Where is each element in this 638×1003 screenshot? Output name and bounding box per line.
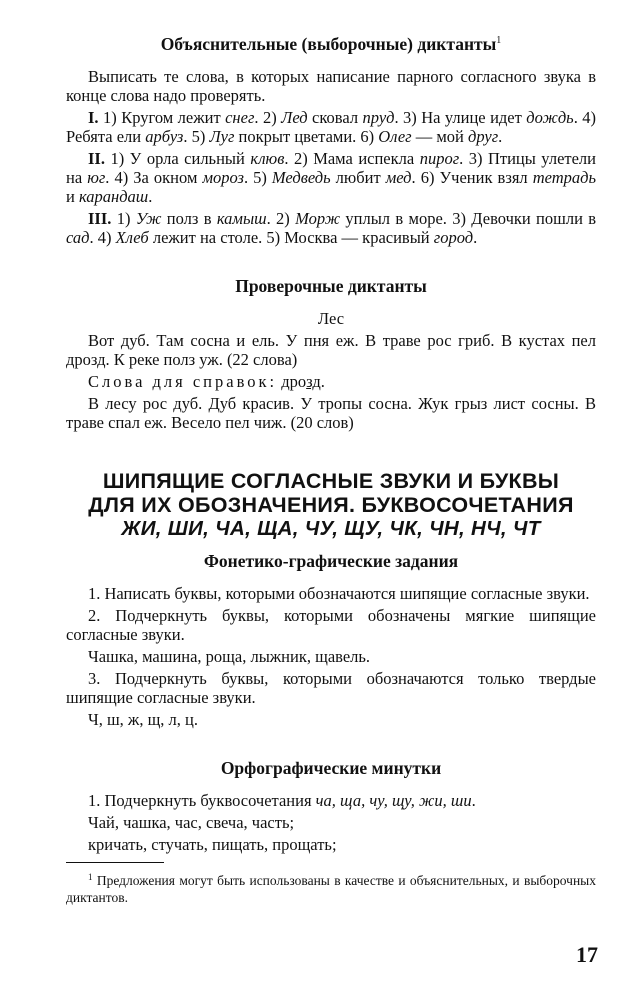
dictation-text-2: В лесу рос дуб. Дуб красив. У тропы сосна. Жук грыз лист сосны. В траве спал еж. Весело пел чиж. (20 слов) bbox=[66, 394, 596, 432]
chapter-heading-line3: ЖИ, ШИ, ЧА, ЩА, ЧУ, ЩУ, ЧК, ЧН, НЧ, ЧТ bbox=[121, 517, 541, 540]
exercise-I: I. 1) Кругом лежит снег. 2) Лед сковал пруд. 3) На улице идет дождь. 4) Ребята ели арбуз. 5) Луг покрыт цветами. 6) Олег — мой друг. bbox=[66, 108, 597, 146]
phonetic-task-2-words: Чашка, машина, роща, лыжник, щавель. bbox=[88, 647, 371, 666]
section-title-check-dictations: Проверочные диктанты bbox=[235, 276, 427, 296]
section-title-spelling: Орфографические минутки bbox=[220, 758, 442, 778]
page-number: 17 bbox=[576, 942, 598, 967]
spelling-line-2: Чай, чашка, час, свеча, часть; bbox=[88, 813, 295, 832]
phonetic-task-3: 3. Подчеркнуть буквы, которыми обозначаются только твердые шипящие согласные звуки. bbox=[66, 669, 596, 707]
spelling-line-3: кричать, стучать, пищать, прощать; bbox=[88, 835, 337, 854]
dictation-text-1: Вот дуб. Там сосна и ель. У пня еж. В траве рос гриб. В кустах пел дрозд. К реке полз уж. (22 слова) bbox=[66, 331, 596, 369]
chapter-heading-line2: ДЛЯ ИХ ОБОЗНАЧЕНИЯ. БУКВОСОЧЕТАНИЯ bbox=[88, 493, 574, 517]
exercise-III: III. 1) Уж полз в камыш. 2) Морж уплыл в море. 3) Девочки пошли в сад. 4) Хлеб лежит на столе. 5) Москва — красивый город. bbox=[66, 209, 597, 247]
reference-words: Слова для справок: дрозд. bbox=[88, 372, 325, 391]
phonetic-task-1: 1. Написать буквы, которыми обозначаются шипящие согласные звуки. bbox=[88, 584, 590, 603]
phonetic-task-2: 2. Подчеркнуть буквы, которыми обозначены мягкие шипящие согласные звуки. bbox=[66, 606, 596, 644]
footnote: $^1$ Предложения могут быть использованы в качестве и объяснительных, и выборочных диктантов. bbox=[66, 872, 596, 905]
section-title-phonetic: Фонетико-графические задания bbox=[203, 551, 459, 571]
spelling-task-1: 1. Подчеркнуть буквосочетания ча, ща, чу, щу, жи, ши. bbox=[88, 791, 476, 810]
intro-paragraph: Выписать те слова, в которых написание парного согласного звука в конце слова надо проверять. bbox=[66, 67, 596, 105]
chapter-heading-line1: ШИПЯЩИЕ СОГЛАСНЫЕ ЗВУКИ И БУКВЫ bbox=[102, 469, 560, 493]
section-title-explanatory: Объяснительные (выборочные) диктанты$^1$ bbox=[160, 34, 502, 54]
dictation-subtitle: Лес bbox=[317, 309, 345, 328]
exercise-II: II. 1) У орла сильный клюв. 2) Мама испекла пирог. 3) Птицы улетели на юг. 4) За окном мороз. 5) Медведь любит мед. 6) Ученик взял тетрадь и карандаш. bbox=[66, 149, 597, 206]
footnote-marker: 1 bbox=[496, 35, 502, 46]
phonetic-task-3-letters: Ч, ш, ж, щ, л, ц. bbox=[88, 710, 198, 729]
footnote-divider bbox=[66, 862, 164, 863]
